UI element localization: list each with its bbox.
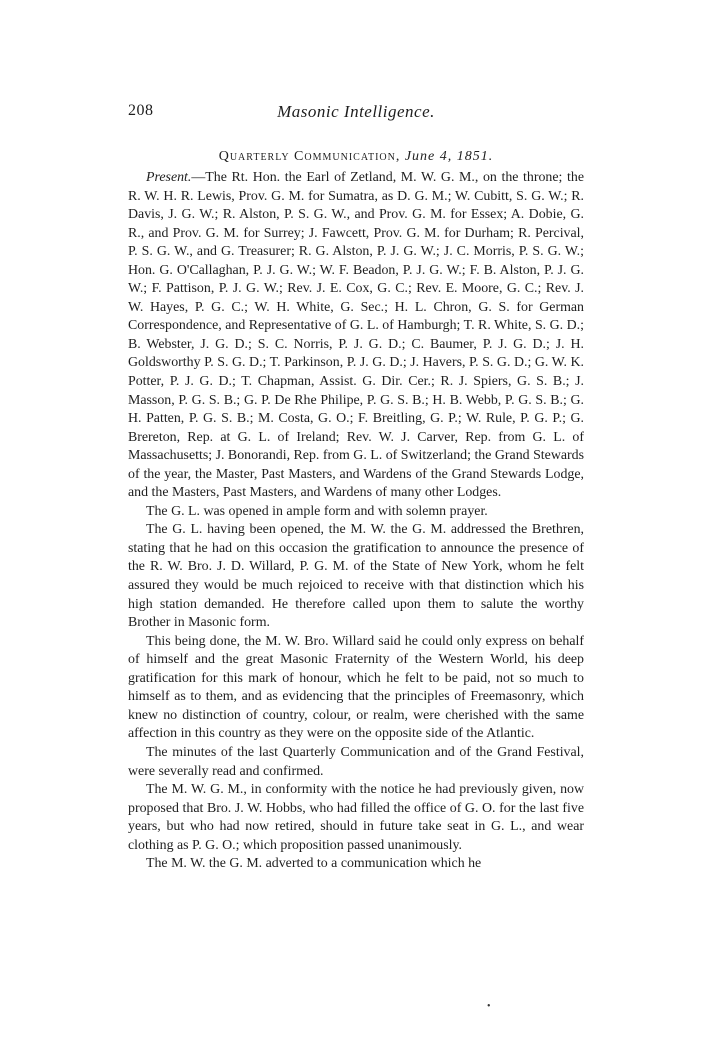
page-number: 208 [128,102,154,119]
present-label: Present. [146,170,192,185]
journal-title: Masonic Intelligence. [277,102,435,121]
section-heading [128,148,584,166]
present-list: —The Rt. Hon. the Earl of Zetland, M. W. G. M., on the throne; the R. W. H. R. Lewis, Prov. G. M. for Sumatra, as D. G. M.; W. Cubitt, S. G. W.; R. Davis, J. G. W.; R. Alston, P. S. G. W., and Prov. G. M. for Essex; A. Dobie, G. R., and Prov. G. M. for Surrey; J. Fawcett, Prov. G. M. for Durham; R. Percival, P. S. G. W., and G. Treasurer; R. G. Alston, P. J. G. W.; J. C. Morris, P. S. G. W.; Hon. G. O'Callaghan, P. J. G. W.; W. F. Beadon, P. J. G. W.; F. B. Alston, P. J. G. W.; F. Pattison, P. J. G. W.; Rev. J. E. Cox, G. C.; Rev. E. Moore, G. C.; Rev. J. W. Hayes, P. G. C.; W. H. White, G. Sec.; H. L. Chron, G. S. for German Correspondence, and Representative of G. L. of Hamburgh; T. R. White, S. G. D.; B. Webster, J. G. D.; S. C. Norris, P. J. G. D.; C. Baumer, P. J. G. D.; J. H. Goldsworthy P. S. G. D.; T. Parkinson, P. J. G. D.; J. Havers, P. S. G. D.; G. W. K. Potter, P. J. G. D.; T. Chapman, Assist. G. Dir. Cer.; R. J. Spiers, G. S. B.; J. Masson, P. G. S. B.; G. P. De Rhe Philipe, P. G. S. B.; H. B. Webb, P. G. S. B.; G. H. Patten, P. G. S. B.; M. Costa, G. O.; F. Breitling, G. P.; W. Rule, P. G. P.; G. Brereton, Rep. at G. L. of Ireland; Rev. W. J. Carver, Rep. from G. L. of Massachusetts; J. Bonorandi, Rep. from G. L. of Switzerland; the Grand Stewards of the year, the Master, Past Masters, and Wardens of the Grand Stewards Lodge, and the Masters, Past Masters, and Wardens of many other Lodges. [128,170,584,501]
running-head [128,102,584,126]
paragraph-present [128,169,584,503]
paragraph-opened: The G. L. was opened in ample form and with solemn prayer. [146,503,488,519]
paragraph-address: The G. L. having been opened, the M. W. the G. M. addressed the Brethren, stating that he had on this occasion the gratification to announce the presence of the R. W. Bro. J. D. Willard, P. G. M. of the State of New York, whom he felt assured they would be much rejoiced to receive with that distinction which his high station demanded. He therefore called upon them to salute the worthy Brother in Masonic form. [128,522,584,631]
section-heading-date: June 4, 1851. [404,149,494,164]
text-column [128,148,584,874]
footer-mark: • [487,1001,491,1012]
paragraph-hobbs: The M. W. G. M., in conformity with the notice he had previously given, now proposed that Bro. J. W. Hobbs, who had filled the office of G. O. for the last five years, but who had now retired, should in future take seat in G. L., and wear clothing as P. G. O.; which proposition passed unanimously. [128,782,584,853]
paragraph-minutes: The minutes of the last Quarterly Communication and of the Grand Festival, were severally read and confirmed. [128,744,584,779]
section-heading-title: Quarterly Communication, [218,149,401,164]
paragraph-willard-reply: This being done, the M. W. Bro. Willard said he could only express on behalf of himself and the great Masonic Fraternity of the Western World, his deep gratification for this mark of honour, which he felt to be paid, not so much to himself as to them, and as evidencing that the principles of Freemasonry, which knew no distinction of country, colour, or realm, were cherished with the same affection in this country as they were on the opposite side of the Atlantic. [128,633,584,742]
paragraph-adverted: The M. W. the G. M. adverted to a communication which he [146,856,482,872]
